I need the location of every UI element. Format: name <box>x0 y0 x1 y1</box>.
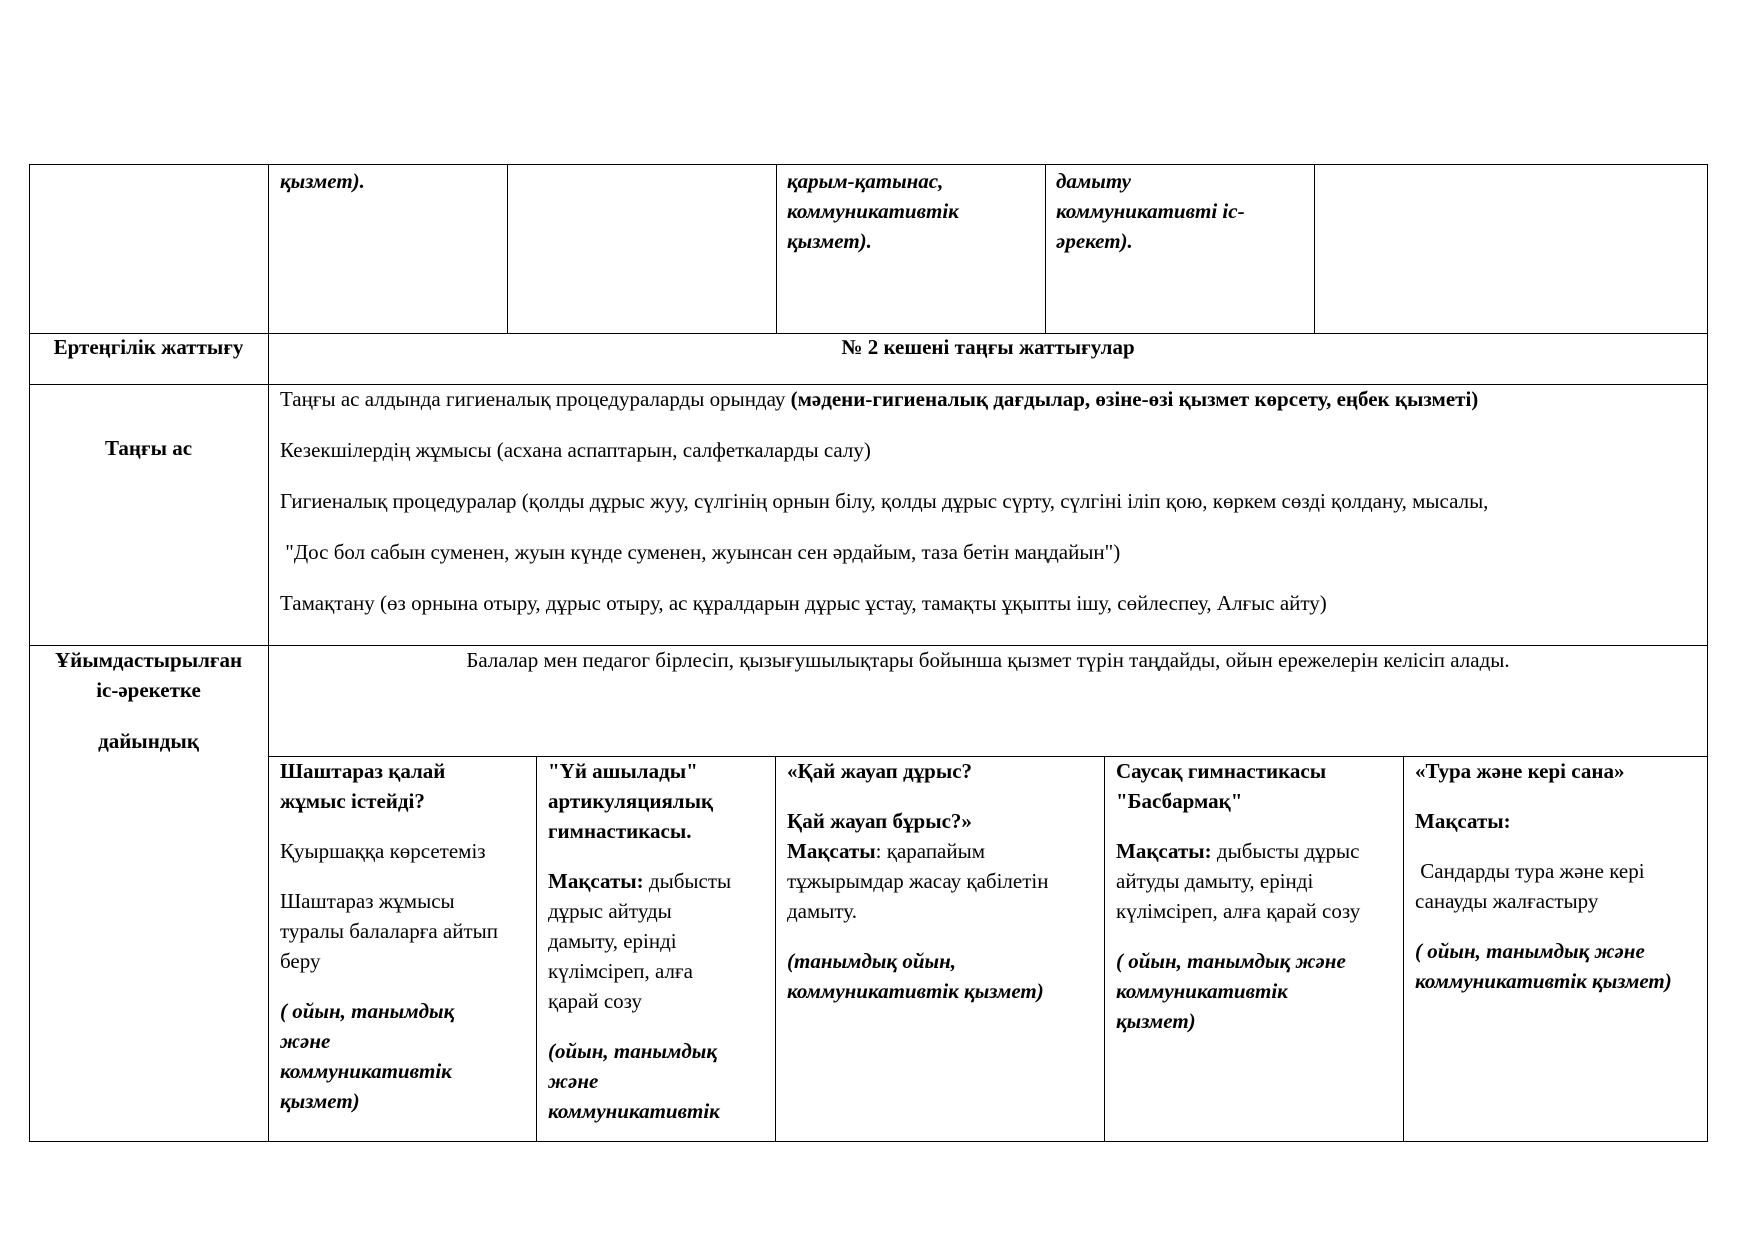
prep-col-4 <box>1116 756 1400 1036</box>
col-note-line: коммуникативтік қызмет) <box>1415 969 1672 993</box>
col-title-line: «Қай жауап дұрыс? <box>787 759 973 783</box>
col-note-line: және <box>280 1029 331 1053</box>
breakfast-line-4: "Дос бол сабын суменен, жуын күнде суменен, жуынсан сен әрдайым, таза бетін маңдайын") <box>280 540 1121 564</box>
col-title-line: "Үй ашылады" <box>548 759 698 783</box>
col-note-line: ( ойын, танымдық және <box>1116 949 1346 973</box>
col-note-line: коммуникативтік <box>280 1059 452 1083</box>
cell-line: коммуникативтік <box>787 199 959 223</box>
prep-label-line: Ұйымдастырылған <box>54 648 243 672</box>
col-note-line: (танымдық ойын, <box>787 949 956 973</box>
col-goal-line <box>787 836 1101 866</box>
cell-line: әрекет). <box>1056 229 1133 253</box>
prep-col-3 <box>787 756 1101 1006</box>
col-divider <box>536 756 537 1142</box>
exercise-content: № 2 кешені таңғы жаттығулар <box>841 335 1135 359</box>
col-note-line: коммуникативтік қызмет) <box>787 979 1044 1003</box>
col-title-line: Қай жауап бұрыс?» <box>787 809 972 833</box>
cell-line: коммуникативті іс- <box>1056 199 1245 223</box>
top-row-cell-2 <box>280 166 500 196</box>
prep-label <box>29 645 268 756</box>
breakfast-line-2: Кезекшілердің жұмысы (асхана аспаптарын, салфеткаларды салу) <box>280 438 871 462</box>
prep-col-5 <box>1415 756 1705 996</box>
cell-line: дамыту <box>1056 169 1132 193</box>
goal-text: : қарапайым <box>875 839 986 863</box>
col-goal-line: айтуды дамыту, ерінді <box>1116 869 1314 893</box>
col-title-line: Шаштараз қалай <box>280 759 446 783</box>
col-title-line: «Тура және кері сана» <box>1415 759 1625 783</box>
top-row-cell-4 <box>787 166 1042 256</box>
col-title-line: "Басбармақ" <box>1116 789 1243 813</box>
col-divider <box>1314 164 1315 333</box>
prep-intro: Балалар мен педагог бірлесіп, қызығушылықтары бойынша қызмет түрін таңдайды, ойын ережелерін келісіп алады. <box>466 648 1510 672</box>
breakfast-line-1-text: Таңғы ас алдында гигиеналық процедураларды орындау <box>280 387 791 411</box>
col-paragraph: Қуыршаққа көрсетеміз <box>280 839 486 863</box>
col-divider <box>1403 756 1404 1142</box>
col-goal-line <box>548 866 772 896</box>
goal-label: Мақсаты: <box>548 869 644 893</box>
breakfast-line-1-bold: (мәдени-гигиеналық дағдылар, өзіне-өзі қызмет көрсету, еңбек қызметі) <box>790 387 1479 411</box>
col-note-line: қызмет) <box>280 1089 360 1113</box>
col-title-line: жұмыс істейді? <box>280 789 425 813</box>
col-note-line: және <box>548 1069 599 1093</box>
cell-text: қызмет). <box>280 169 365 193</box>
col-goal-line: күлімсіреп, алға <box>548 959 693 983</box>
breakfast-line-3: Гигиеналық процедуралар (қолды дұрыс жуу, сүлгінің орнын білу, қолды дұрыс сүрту, сүлгіні іліп қою, көркем сөзді қолдану, мысалы, <box>280 489 1489 513</box>
col-goal-line: тұжырымдар жасау қабілетін <box>787 869 1049 893</box>
prep-col-1 <box>280 756 532 1116</box>
col-title-line: Саусақ гимнастикасы <box>1116 759 1327 783</box>
prep-label-line: іс-әрекетке <box>96 678 201 702</box>
col-goal-line <box>1116 836 1400 866</box>
col-paragraph-line: беру <box>280 949 321 973</box>
schedule-table <box>29 164 1708 1142</box>
cell-line: қызмет). <box>787 229 872 253</box>
breakfast-content <box>280 384 1700 618</box>
prep-label-line: дайындық <box>98 729 199 753</box>
col-note-line: қызмет) <box>1116 1009 1196 1033</box>
col-note-line: коммуникативтік <box>1116 979 1288 1003</box>
col-note-line: ( ойын, танымдық және <box>1415 939 1645 963</box>
exercise-label: Ертеңгілік жаттығу <box>53 335 244 359</box>
col-goal-line: қарай созу <box>548 989 643 1013</box>
col-goal-line: дұрыс айтуды <box>548 899 672 923</box>
col-goal-line: дамыту, ерінді <box>548 929 677 953</box>
col-title-line: гимнастикасы. <box>548 819 692 843</box>
top-row-cell-5 <box>1056 166 1311 256</box>
col-divider <box>775 756 776 1142</box>
goal-label: Мақсаты: <box>1116 839 1212 863</box>
col-goal-line: санауды жалғастыру <box>1415 889 1599 913</box>
col-goal-line: Сандарды тура және кері <box>1415 859 1645 883</box>
col-goal-line: дамыту. <box>787 899 857 923</box>
cell-line: қарым-қатынас, <box>787 169 944 193</box>
col-divider <box>1104 756 1105 1142</box>
col-divider <box>1045 164 1046 333</box>
col-paragraph-line: Шаштараз жұмысы <box>280 889 455 913</box>
goal-label: Мақсаты: <box>1415 809 1511 833</box>
col-title-line: артикуляциялық <box>548 789 714 813</box>
goal-text: дыбысты <box>643 869 732 893</box>
prep-col-2 <box>548 756 772 1126</box>
col-divider <box>776 164 777 333</box>
col-note-line: (ойын, танымдық <box>548 1039 717 1063</box>
col-goal-line: күлімсіреп, алға қарай созу <box>1116 899 1361 923</box>
col-note-line: коммуникативтік <box>548 1099 720 1123</box>
col-paragraph-line: туралы балаларға айтып <box>280 919 498 943</box>
breakfast-label: Таңғы ас <box>104 436 193 460</box>
goal-label: Мақсаты <box>787 839 876 863</box>
breakfast-line-1 <box>280 384 1700 414</box>
goal-text: дыбысты дұрыс <box>1211 839 1360 863</box>
col-note-line: ( ойын, танымдық <box>280 999 455 1023</box>
col-divider <box>507 164 508 333</box>
breakfast-line-5: Тамақтану (өз орнына отыру, дұрыс отыру, ас құралдарын дұрыс ұстау, тамақты ұқыпты ішу, сөйлеспеу, Алғыс айту) <box>280 591 1327 615</box>
